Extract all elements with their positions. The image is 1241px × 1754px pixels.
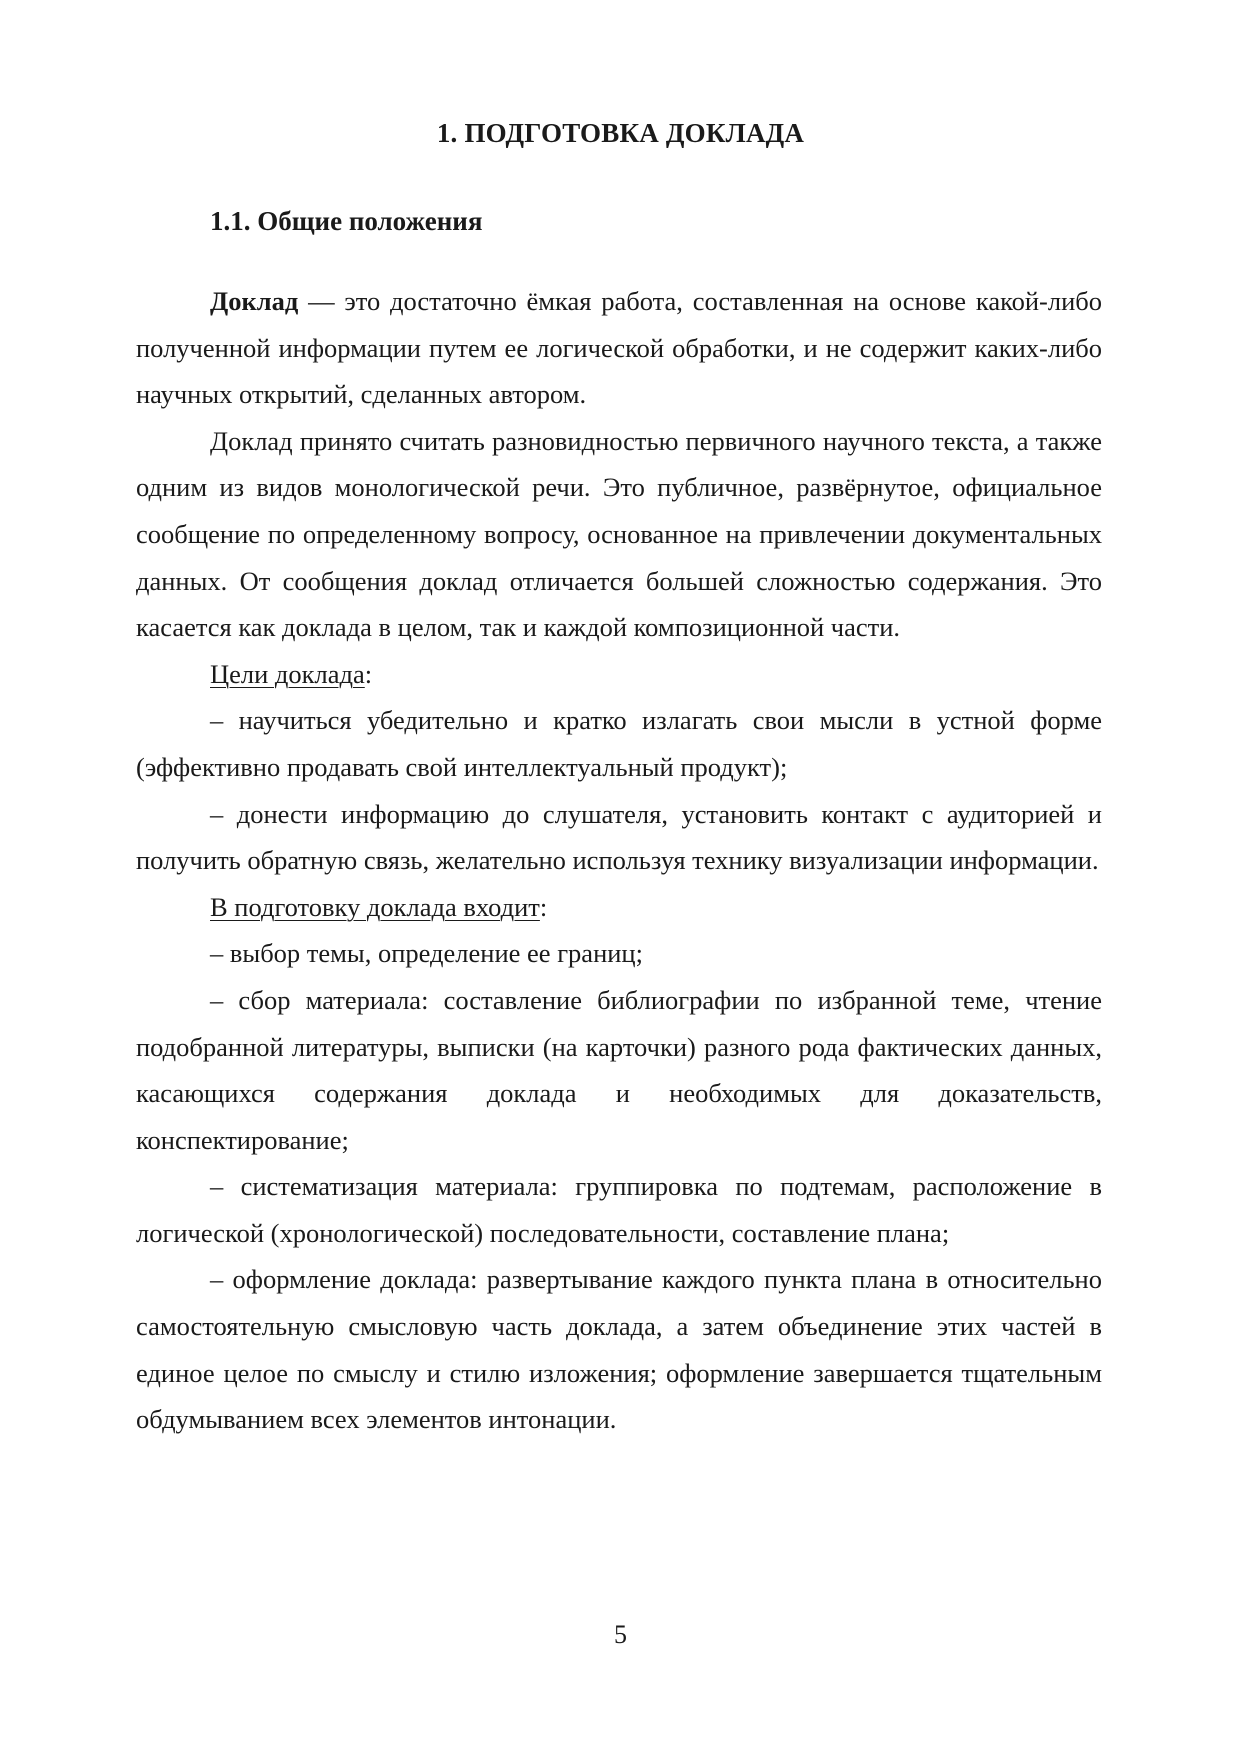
section-title: 1.1. Общие положения: [210, 206, 483, 236]
chapter-title: 1. ПОДГОТОВКА ДОКЛАДА: [436, 118, 805, 148]
goals-caption-line: [136, 651, 1102, 698]
goals-caption: Цели доклада: [210, 658, 365, 689]
goals-caption-suffix: :: [364, 658, 373, 689]
definition-text: — это достаточно ёмкая работа, составленная на основе какой-либо полученной информации путем ее логической обработки, и не содержит каких-либо научных открытий, сделанных автором.: [136, 286, 1102, 410]
description-paragraph: Доклад принято считать разновидностью первичного научного текста, а также одним из видов монологической речи. Это публичное, развёрнутое, официальное сообщение по определенному вопросу, основанное на привлечении документальных данных. От сообщения доклад отличается большей сложностью содержания. Это касается как доклада в целом, так и каждой композиционной части.: [136, 425, 1102, 643]
definition-paragraph: [136, 278, 1102, 418]
preparation-item: – систематизация материала: группировка по подтемам, расположение в логической (хронологической) последовательности, составление плана;: [136, 1171, 1102, 1248]
preparation-caption-line: [136, 884, 1102, 931]
preparation-item: – сбор материала: составление библиографии по избранной теме, чтение подобранной литературы, выписки (на карточки) разного рода фактических данных, касающихся содержания доклада и необходимых для доказательств, конспектирование;: [136, 984, 1102, 1155]
preparation-item: – оформление доклада: развертывание каждого пункта плана в относительно самостоятельную смысловую часть доклада, а затем объединение этих частей в единое целое по смыслу и стилю изложения; оформление завершается тщательным обдумыванием всех элементов интонации.: [136, 1264, 1102, 1435]
page-number: 5: [614, 1620, 627, 1649]
preparation-item: – выбор темы, определение ее границ;: [210, 938, 643, 969]
body-text: [136, 278, 1102, 1443]
goals-item: – научиться убедительно и кратко излагать свои мысли в устной форме (эффективно продавать свой интеллектуальный продукт);: [136, 705, 1102, 782]
preparation-caption: В подготовку доклада входит: [210, 891, 540, 922]
preparation-caption-suffix: :: [539, 891, 548, 922]
definition-term: Доклад: [210, 286, 299, 316]
goals-item: – донести информацию до слушателя, установить контакт с аудиторией и получить обратную связь, желательно используя технику визуализации информации.: [136, 798, 1102, 876]
